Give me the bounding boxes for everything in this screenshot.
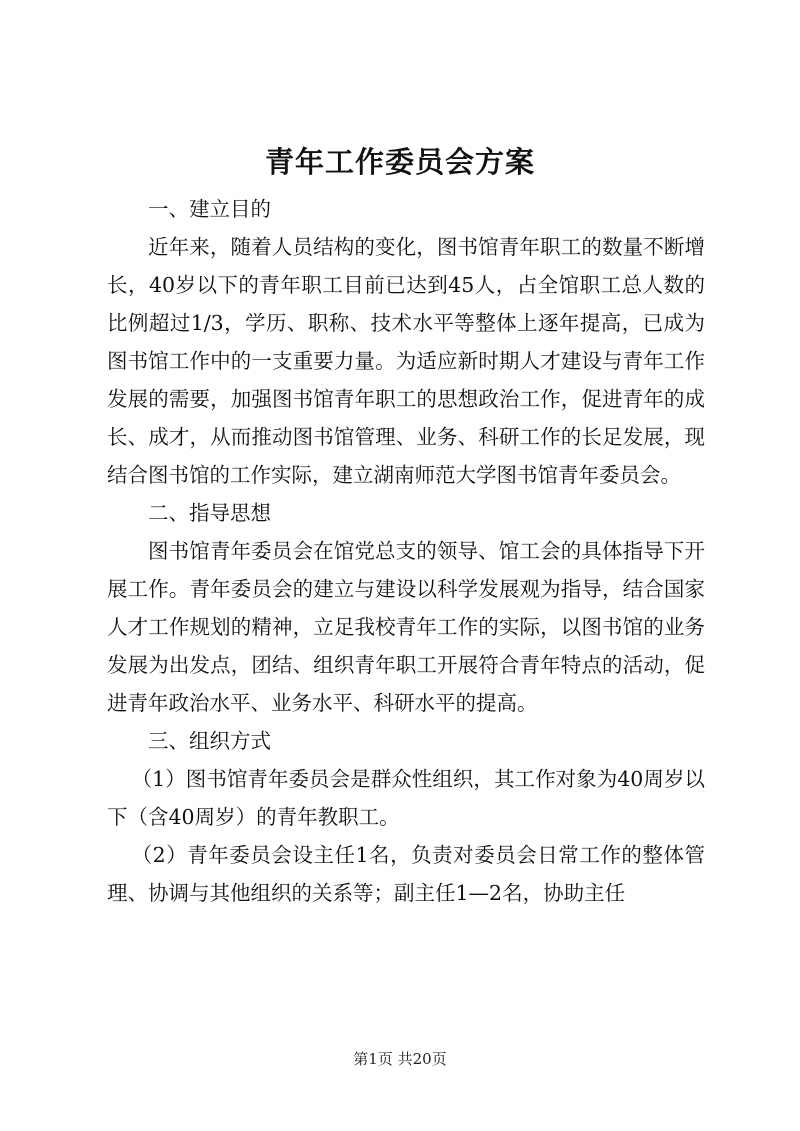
- section-heading-organization: 三、组织方式: [148, 729, 271, 753]
- paragraph-purpose: 近年来，随着人员结构的变化，图书馆青年职工的数量不断增长，40岁以下的青年职工目前已达到45人，占全馆职工总人数的比例超过1/3，学历、职称、技术水平等整体上逐年提高，已成为图书馆工作中的一支重要力量。为适应新时期人才建设与青年工作发展的需要，加强图书馆青年职工的思想政治工作，促进青年的成长、成才，从而推动图书馆管理、业务、科研工作的长足发展，现结合图书馆的工作实际，建立湖南师范大学图书馆青年委员会。: [107, 235, 705, 487]
- section-heading-guiding-thought: 二、指导思想: [148, 501, 271, 525]
- section-heading-purpose: 一、建立目的: [148, 197, 271, 221]
- document-body: [107, 190, 705, 912]
- paragraph-guiding-thought: 图书馆青年委员会在馆党总支的领导、馆工会的具体指导下开展工作。青年委员会的建立与建设以科学发展观为指导，结合国家人才工作规划的精神，立足我校青年工作的实际，以图书馆的业务发展为出发点，团结、组织青年职工开展符合青年特点的活动，促进青年政治水平、业务水平、科研水平的提高。: [107, 539, 705, 715]
- paragraph-organization-item-2: （2）青年委员会设主任1名，负责对委员会日常工作的整体管理、协调与其他组织的关系等；副主任1—2名，协助主任: [107, 843, 705, 905]
- paragraph-organization-item-1: （1）图书馆青年委员会是群众性组织，其工作对象为40周岁以下（含40周岁）的青年教职工。: [107, 767, 705, 829]
- document-title: 青年工作委员会方案: [264, 145, 535, 179]
- page-number: 第1页 共20页: [353, 1050, 447, 1068]
